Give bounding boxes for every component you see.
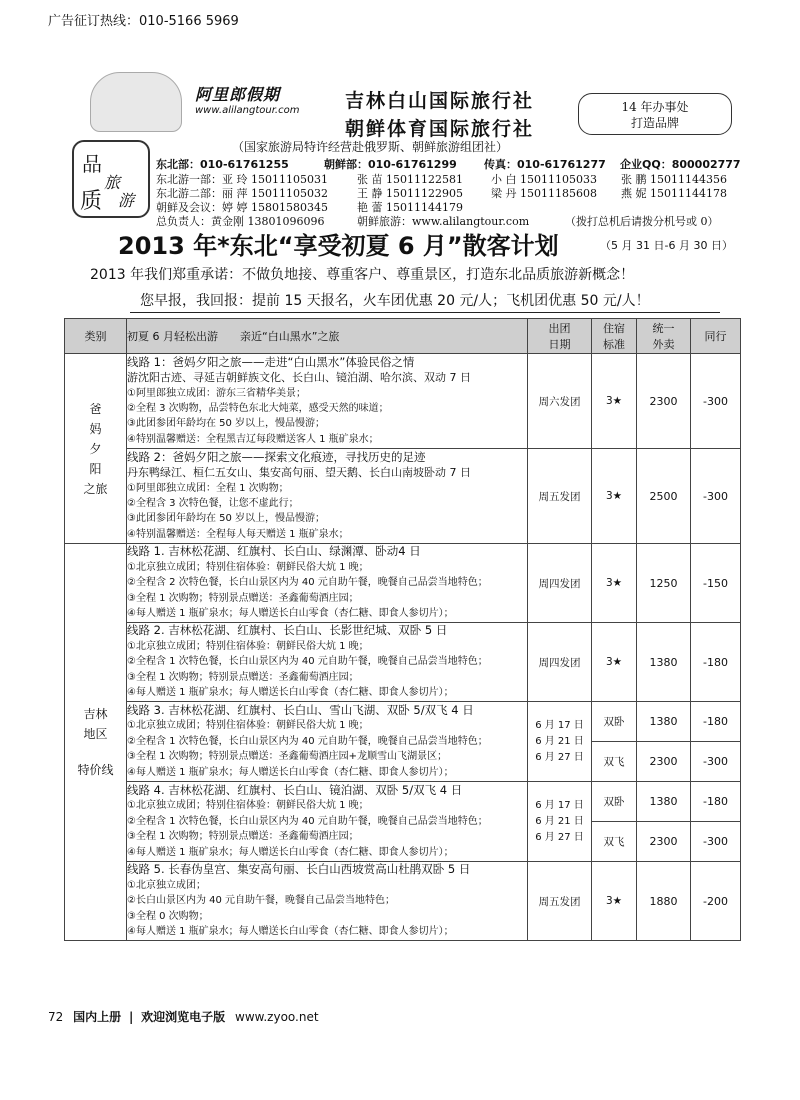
- route-detail: ③全程 1 次购物；特别景点赠送：圣鑫葡萄酒庄园；: [127, 831, 359, 843]
- route-description: [127, 702, 528, 782]
- contact-qq: 企业QQ：800002777: [620, 158, 741, 171]
- category-char: 爸: [89, 401, 102, 416]
- peer-discount: -200: [691, 862, 741, 941]
- unified-price: 2300: [637, 742, 691, 782]
- route-title: 线路 1：爸妈夕阳之旅——走进“白山黑水”体验民俗之情: [127, 354, 415, 369]
- brand-url: www.alilangtour.com: [195, 105, 300, 116]
- table-row: [65, 623, 741, 702]
- route-detail: ①北京独立成团；特别住宿体验：朝鲜民俗大炕 1 晚；: [127, 720, 369, 732]
- contact-meeting-a: 朝鲜及会议：婷 婷 15801580345: [156, 201, 328, 214]
- footer-promo: 欢迎浏览电子版: [141, 1010, 226, 1024]
- route-detail: ④每人赠送 1 瓶矿泉水；每人赠送长白山零食（杏仁糖、即食人参切片）；: [127, 926, 454, 938]
- contact-dept2-c: 梁 丹 15011185608: [491, 187, 597, 200]
- header-category: 类别: [65, 319, 127, 354]
- unified-price: 2300: [637, 354, 691, 449]
- peer-discount: -300: [691, 354, 741, 449]
- seal-char-1: 品: [82, 152, 102, 176]
- brand-name: 阿里郎假期: [195, 85, 281, 104]
- route-detail: ④每人赠送 1 瓶矿泉水；每人赠送长白山零食（杏仁糖、即食人参切片）；: [127, 846, 454, 858]
- ad-hotline: 广告征订热线：010-5166 5969: [48, 14, 239, 29]
- unified-price: 1380: [637, 782, 691, 822]
- header-accommodation-2: 标准: [603, 338, 625, 351]
- badge-line-2: 打造品牌: [630, 116, 679, 130]
- contact-manager: 总负责人：黄金刚 13801096096: [156, 215, 325, 228]
- category-jilin-special: [65, 544, 127, 941]
- header-unified-2: 外卖: [652, 338, 675, 351]
- unified-price: 1250: [637, 544, 691, 623]
- header-departure-2: 日期: [548, 338, 571, 351]
- departure-day: 周六发团: [528, 354, 592, 449]
- early-booking-offer: 您早报，我回报：提前 15 天报名，火车团优惠 20 元/人；飞机团优惠 50 元/人！: [140, 293, 650, 309]
- route-detail: ①阿里郎独立成团：游东三省精华美景；: [127, 387, 306, 399]
- route-detail: ④特别温馨赠送：全程黑吉辽每段赠送客人 1 瓶矿泉水；: [127, 433, 379, 445]
- unified-price: 1380: [637, 623, 691, 702]
- category-line: 地区: [83, 727, 108, 741]
- contact-dept1-b: 张 苗 15011122581: [357, 173, 463, 186]
- route-description: [127, 782, 528, 862]
- mascot-icon: [90, 72, 182, 132]
- route-detail: ③此团参团年龄均在 50 岁以上，慢品慢游；: [127, 418, 326, 430]
- header-unified-price: [637, 319, 691, 354]
- accommodation-standard: 双飞: [592, 822, 637, 862]
- office-badge: [578, 93, 732, 135]
- contact-fax: 传真：010-61761277: [484, 158, 606, 171]
- route-detail: ②全程含 2 次特色餐，长白山景区内为 40 元自助午餐，晚餐自己品尝当地特色；: [127, 577, 488, 589]
- peer-discount: -180: [691, 782, 741, 822]
- route-detail: ③此团参团年龄均在 50 岁以上，慢品慢游；: [127, 513, 326, 525]
- route-description: [127, 354, 528, 449]
- table-row: [65, 862, 741, 941]
- route-detail: ①北京独立成团；特别住宿体验：朝鲜民俗大炕 1 晚；: [127, 800, 369, 812]
- agency-name-2: 朝鲜体育国际旅行社: [345, 118, 535, 140]
- route-title: 线路 5. 长春伪皇宫、集安高句丽、长白山西坡赏高山杜鹃双卧 5 日: [127, 862, 471, 877]
- peer-discount: -300: [691, 449, 741, 544]
- header-departure: [528, 319, 592, 354]
- departure-date: 6 月 27 日: [535, 751, 584, 763]
- route-detail: ③全程 1 次购物；特别景点赠送：圣鑫葡萄酒庄园；: [127, 592, 359, 604]
- page-footer: [48, 1008, 319, 1025]
- table-header-row: [65, 319, 741, 354]
- section-name: 国内上册: [73, 1010, 122, 1024]
- category-parents-tour: [65, 354, 127, 544]
- category-char: 夕: [89, 441, 102, 456]
- seal-char-4: 游: [118, 191, 135, 210]
- route-title: 线路 2：爸妈夕阳之旅——探索文化痕迹，寻找历史的足迹: [127, 449, 426, 464]
- contact-korea-phone: 朝鲜部：010-61761299: [324, 158, 457, 171]
- departure-day: 周四发团: [528, 623, 592, 702]
- peer-discount: -300: [691, 742, 741, 782]
- table-row: [65, 702, 741, 742]
- departure-date: 6 月 21 日: [535, 735, 584, 747]
- route-detail: ②全程 3 次购物，品尝特色东北大炖菜，感受天然的味道；: [127, 403, 389, 414]
- category-line: 特价线: [77, 763, 114, 777]
- accommodation-standard: 3★: [592, 623, 637, 702]
- contact-dept2-a: 东北游二部：丽 萍 15011105032: [156, 187, 328, 200]
- quality-seal-icon: [72, 140, 150, 218]
- contact-dept1-c: 小 白 15011105033: [491, 173, 597, 186]
- seal-char-2: 旅: [104, 173, 121, 192]
- brand-logo: [90, 72, 330, 132]
- header-departure-1: 出团: [548, 322, 571, 335]
- accommodation-standard: 3★: [592, 862, 637, 941]
- route-description: [127, 449, 528, 544]
- route-detail: ④每人赠送 1 瓶矿泉水；每人赠送长白山零食（杏仁糖、即食人参切片）；: [127, 608, 454, 620]
- route-detail: ①北京独立成团；特别住宿体验：朝鲜民俗大炕 1 晚；: [127, 640, 369, 652]
- route-detail: ①阿里郎独立成团：全程 1 次购物；: [127, 482, 289, 494]
- route-detail: ③全程 1 次购物；特别景点赠送：圣鑫葡萄酒庄园；: [127, 671, 359, 683]
- route-detail: ②全程含 1 次特色餐，长白山景区内为 40 元自助午餐，晚餐自己品尝当地特色；: [127, 656, 488, 668]
- departure-day: 周四发团: [528, 544, 592, 623]
- peer-discount: -180: [691, 623, 741, 702]
- peer-discount: -300: [691, 822, 741, 862]
- category-line: 吉林: [83, 707, 108, 721]
- accommodation-standard: 3★: [592, 544, 637, 623]
- footer-separator: |: [128, 1010, 134, 1024]
- accommodation-standard: 双卧: [592, 702, 637, 742]
- unified-price: 2500: [637, 449, 691, 544]
- route-subtitle: 丹东鸭绿江、桓仁五女山、集安高句丽、望天鹅、长白山南坡卧动 7 日: [127, 466, 471, 480]
- accommodation-standard: 3★: [592, 354, 637, 449]
- header-unified-1: 统一: [652, 322, 675, 335]
- route-description: [127, 544, 528, 623]
- departure-day: 周五发团: [528, 449, 592, 544]
- peer-discount: -150: [691, 544, 741, 623]
- accommodation-standard: 双飞: [592, 742, 637, 782]
- route-title: 线路 1. 吉林松花湖、红旗村、长白山、绿渊潭、卧动4 日: [127, 544, 421, 559]
- table-row: [65, 449, 741, 544]
- seal-char-3: 质: [80, 189, 103, 214]
- route-description: [127, 862, 528, 941]
- contact-dept1-d: 张 鹏 15011144356: [621, 173, 727, 186]
- table-row: [65, 354, 741, 449]
- route-title: 线路 2. 吉林松花湖、红旗村、长白山、长影世纪城、双卧 5 日: [127, 623, 448, 638]
- category-char: 阳: [89, 461, 102, 476]
- route-detail: ④特别温馨赠送：全程每人每天赠送 1 瓶矿泉水；: [127, 528, 349, 540]
- route-detail: ④每人赠送 1 瓶矿泉水；每人赠送长白山零食（杏仁糖、即食人参切片）；: [127, 766, 454, 778]
- badge-line-1: 14 年办事处: [621, 100, 689, 114]
- agency-name-1: 吉林白山国际旅行社: [345, 90, 535, 112]
- accommodation-standard: 双卧: [592, 782, 637, 822]
- contact-dept2-d: 燕 妮 15011144178: [621, 187, 727, 200]
- route-detail: ③全程 0 次购物；: [127, 910, 209, 922]
- route-detail: ②全程含 3 次特色餐，让您不虚此行；: [127, 498, 299, 509]
- route-detail: ②长白山景区内为 40 元自助午餐，晚餐自己品尝当地特色；: [127, 895, 396, 907]
- title-date-range: （5 月 31 日-6 月 30 日）: [600, 239, 733, 252]
- offer-underline: [130, 312, 720, 313]
- unified-price: 2300: [637, 822, 691, 862]
- accommodation-standard: 3★: [592, 449, 637, 544]
- route-detail: ①北京独立成团；特别住宿体验：朝鲜民俗大炕 1 晚；: [127, 561, 369, 573]
- route-detail: ②全程含 1 次特色餐，长白山景区内为 40 元自助午餐，晚餐自己品尝当地特色；: [127, 735, 488, 747]
- unified-price: 1880: [637, 862, 691, 941]
- route-detail: ④每人赠送 1 瓶矿泉水；每人赠送长白山零食（杏仁糖、即食人参切片）；: [127, 687, 454, 699]
- category-char: 之旅: [83, 481, 108, 496]
- departure-date: 6 月 27 日: [535, 831, 584, 843]
- promise-text: 2013 年我们郑重承诺：不做负地接、尊重客户、尊重景区，打造东北品质旅游新概念！: [90, 267, 635, 283]
- table-row: [65, 544, 741, 623]
- page-number: 72: [48, 1010, 64, 1024]
- header-main: 初夏 6 月轻松出游 亲近“白山黑水”之旅: [127, 319, 528, 354]
- contact-korea-site: 朝鲜旅游：www.alilangtour.com: [357, 215, 530, 228]
- category-char: 妈: [89, 421, 102, 436]
- page-title: 2013 年*东北“享受初夏 6 月”散客计划: [118, 232, 559, 260]
- route-title: 线路 3. 吉林松花湖、红旗村、长白山、雪山飞湖、双卧 5/双飞 4 日: [127, 702, 474, 717]
- contact-dept1-a: 东北游一部：亚 玲 15011105031: [156, 173, 328, 186]
- departure-date: 6 月 17 日: [535, 799, 584, 811]
- contact-extension-note: （拨打总机后请拨分机号或 0）: [565, 215, 719, 228]
- route-description: [127, 623, 528, 702]
- route-title: 线路 4. 吉林松花湖、红旗村、长白山、镜泊湖、双卧 5/双飞 4 日: [127, 782, 463, 797]
- departure-dates: [528, 782, 592, 862]
- departure-day: 周五发团: [528, 862, 592, 941]
- departure-dates: [528, 702, 592, 782]
- license-note: （国家旅游局特许经营赴俄罗斯、朝鲜旅游组团社）: [232, 140, 509, 154]
- contact-meeting-b: 艳 蕾 15011144179: [357, 201, 463, 214]
- header-accommodation-1: 住宿: [603, 322, 625, 335]
- contact-dept2-b: 王 静 15011122905: [357, 187, 463, 200]
- header-peer-price: 同行: [691, 319, 741, 354]
- route-subtitle: 游沈阳古迹、寻延吉朝鲜族文化、长白山、镜泊湖、哈尔滨、双动 7 日: [127, 371, 471, 385]
- route-detail: ②全程含 1 次特色餐，长白山景区内为 40 元自助午餐，晚餐自己品尝当地特色；: [127, 815, 488, 827]
- route-detail: ①北京独立成团；: [127, 879, 206, 891]
- unified-price: 1380: [637, 702, 691, 742]
- route-detail: ③全程 1 次购物；特别景点赠送：圣鑫葡萄酒庄园+龙顺雪山飞湖景区；: [127, 751, 448, 763]
- departure-date: 6 月 21 日: [535, 815, 584, 827]
- footer-url[interactable]: www.zyoo.net: [235, 1010, 319, 1024]
- tour-plan-table: [64, 318, 741, 941]
- header-accommodation: [592, 319, 637, 354]
- table-row: [65, 782, 741, 822]
- contact-northeast-phone: 东北部：010-61761255: [156, 158, 289, 171]
- peer-discount: -180: [691, 702, 741, 742]
- departure-date: 6 月 17 日: [535, 719, 584, 731]
